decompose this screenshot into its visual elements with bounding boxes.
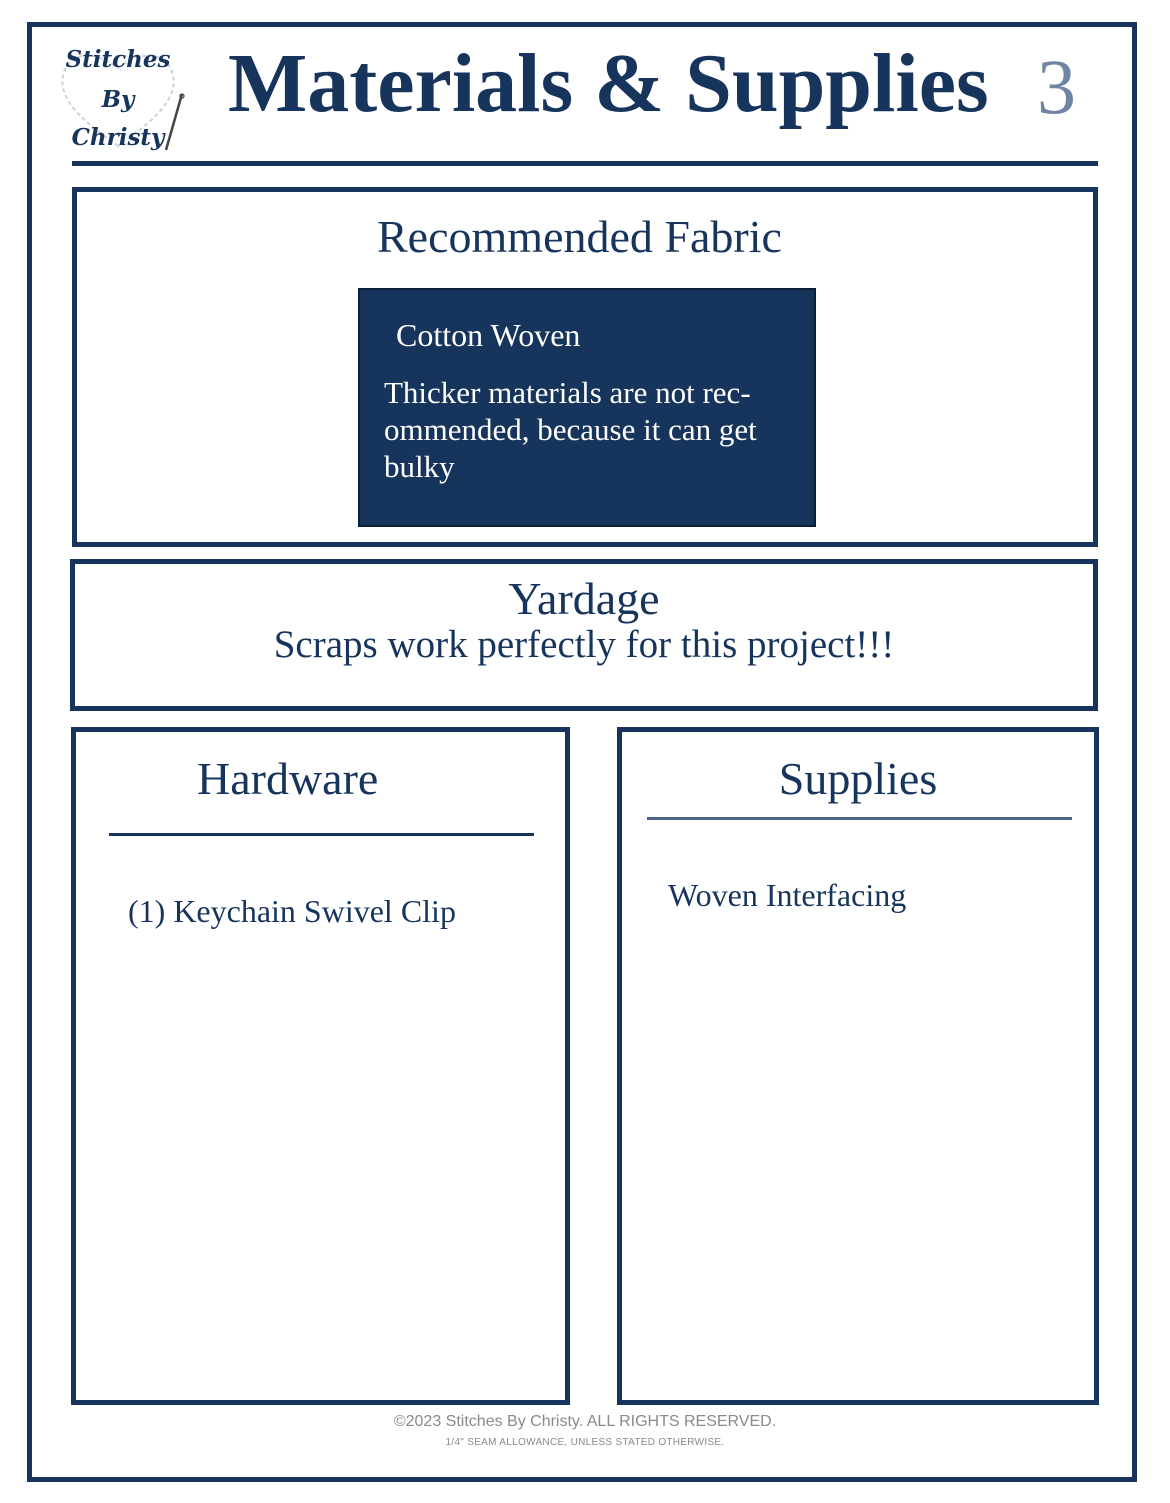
section-heading: Recommended Fabric xyxy=(377,211,782,262)
yardage-section xyxy=(70,559,1098,711)
section-heading: Supplies xyxy=(778,753,938,804)
title-divider xyxy=(72,161,1098,166)
footer-copyright: ©2023 Stitches By Christy. ALL RIGHTS RESERVED. xyxy=(393,1413,777,1430)
page-number: 3 xyxy=(1037,43,1076,130)
fabric-name: Cotton Woven xyxy=(396,317,581,353)
fabric-note: Thicker materials are not recommended, because it can get bulky xyxy=(384,375,757,484)
page-title: Materials & Supplies xyxy=(228,37,989,130)
brand-logo xyxy=(48,38,188,156)
list-item: Woven Interfacing xyxy=(668,877,907,913)
logo-text-line: Stitches xyxy=(65,46,171,73)
section-heading: Yardage xyxy=(508,573,660,624)
section-heading: Hardware xyxy=(197,753,379,804)
yardage-text: Scraps work perfectly for this project!!! xyxy=(273,623,895,666)
logo-text-line: Christy xyxy=(71,124,165,151)
section-divider xyxy=(647,817,1072,820)
recommended-fabric-section xyxy=(72,187,1098,547)
section-divider xyxy=(109,833,534,836)
list-item: (1) Keychain Swivel Clip xyxy=(128,893,456,929)
fabric-card xyxy=(358,288,816,527)
logo-text-line: By xyxy=(101,86,135,113)
supplies-section xyxy=(617,727,1099,1405)
hardware-section xyxy=(71,727,570,1405)
footer-note: 1/4" SEAM ALLOWANCE, UNLESS STATED OTHERWISE. xyxy=(445,1437,725,1448)
